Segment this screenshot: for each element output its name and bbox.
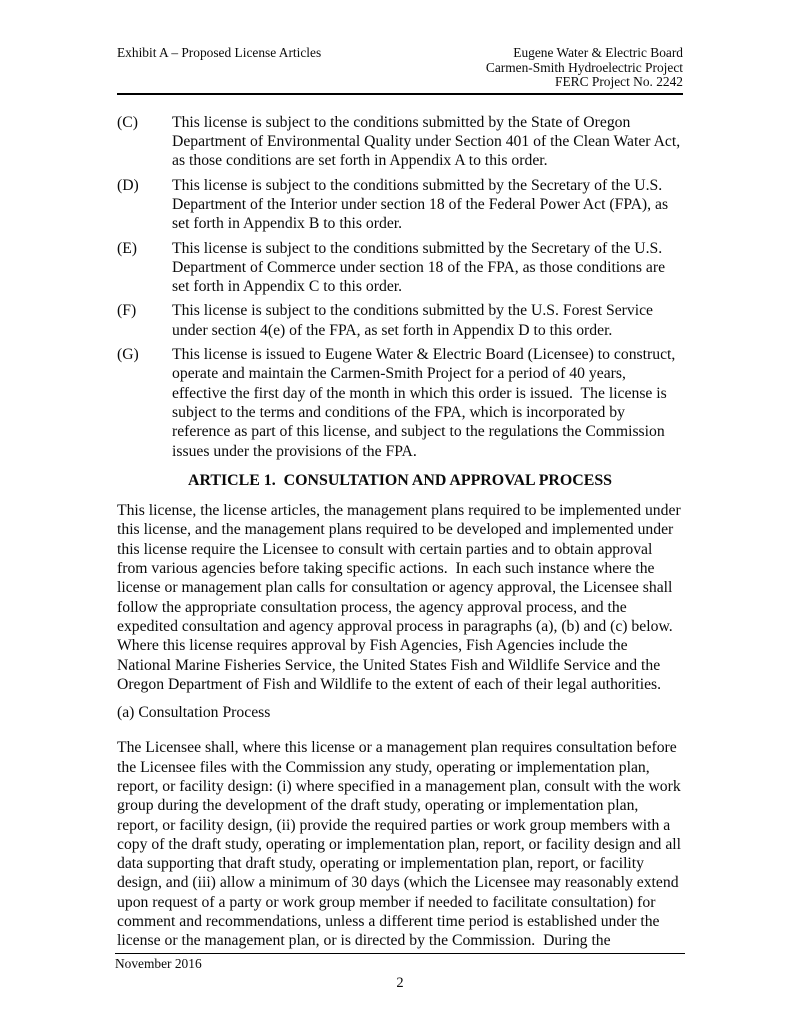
condition-item-e (117, 239, 683, 297)
license-conditions-list (117, 113, 683, 461)
condition-label: (F) (117, 302, 137, 320)
header-ferc-project-number: FERC Project No. 2242 (555, 74, 683, 90)
footer-date: November 2016 (115, 956, 202, 971)
page-number: 2 (396, 974, 404, 991)
condition-text: This license is issued to Eugene Water & Electric Board (Licensee) to construct, operate and maintain the Carmen-Smith Project for a period of 40 years, effective the first day of the month in which this order is issued. The license is subject to the terms and conditions of the FPA, which is incorporated by reference as part of this license, and subject to the regulations the Commission issues under the provisions of the FPA. (172, 346, 680, 460)
header-organization-name: Eugene Water & Electric Board (513, 45, 683, 60)
header-divider-rule (117, 93, 683, 95)
condition-text: This license is subject to the conditions submitted by the Secretary of the U.S. Department of the Interior under section 18 of the Federal Power Act (FPA), as set forth in Appendix B to this order. (172, 176, 672, 233)
subsection-a-heading: (a) Consultation Process (117, 704, 271, 722)
condition-label: (C) (117, 113, 138, 131)
condition-label: (D) (117, 176, 139, 194)
page-footer (115, 953, 685, 991)
condition-item-g (117, 345, 683, 461)
condition-item-c (117, 113, 683, 171)
article-1-heading: ARTICLE 1. CONSULTATION AND APPROVAL PROCESS (187, 471, 612, 489)
condition-text: This license is subject to the conditions submitted by the U.S. Forest Service under section 4(e) of the FPA, as set forth in Appendix D to this order. (172, 302, 657, 339)
header-organization-block (486, 46, 683, 90)
condition-label: (G) (117, 346, 139, 364)
subsection-a-paragraph: The Licensee shall, where this license or a management plan requires consultation before the Licensee files with the Commission any study, operating or implementation plan, report, or facility design: (i) where specified in a management plan, consult with the work group during the development of the draft study, operating or implementation plan, report, or facility design, (ii) provide the required parties or work group members with a copy of the draft study, operating or implementation plan, report, or facility design and all data supporting that draft study, operating or implementation plan, report, or facility design, and (iii) allow a minimum of 30 days (which the Licensee may reasonably extend upon request of a party or work group member if needed to facilitate consultation) for comment and recommendations, unless a different time period is established under the license or the management plan, or is directed by the Commission. During the (117, 739, 685, 950)
page-header (117, 46, 683, 90)
condition-label: (E) (117, 239, 138, 257)
header-project-name: Carmen-Smith Hydroelectric Project (485, 59, 683, 75)
header-document-title: Exhibit A – Proposed License Articles (117, 45, 322, 60)
condition-item-d (117, 176, 683, 234)
condition-text: This license is subject to the conditions submitted by the Secretary of the U.S. Department of Commerce under section 18 of the FPA, as those conditions are set forth in Appendix C to this order. (172, 239, 669, 296)
condition-item-f (117, 301, 683, 340)
condition-text: This license is subject to the conditions submitted by the State of Oregon Department of Environmental Quality under Section 401 of the Clean Water Act, as those conditions are set forth in Appendix A to this order. (172, 113, 685, 170)
article-1-intro-paragraph: This license, the license articles, the management plans required to be implemented under this license, and the management plans required to be developed and implemented under this license require the Licensee to consult with certain parties and to obtain approval from various agencies before taking specific actions. In each such instance where the license or management plan calls for consultation or agency approval, the Licensee shall follow the appropriate consultation process, the agency approval process, and the expedited consultation and agency approval process in paragraphs (a), (b) and (c) below. Where this license requires approval by Fish Agencies, Fish Agencies include the National Marine Fisheries Service, the United States Fish and Wildlife Service and the Oregon Department of Fish and Wildlife to the extent of each of their legal authorities. (117, 502, 685, 693)
footer-divider-rule (115, 953, 685, 954)
